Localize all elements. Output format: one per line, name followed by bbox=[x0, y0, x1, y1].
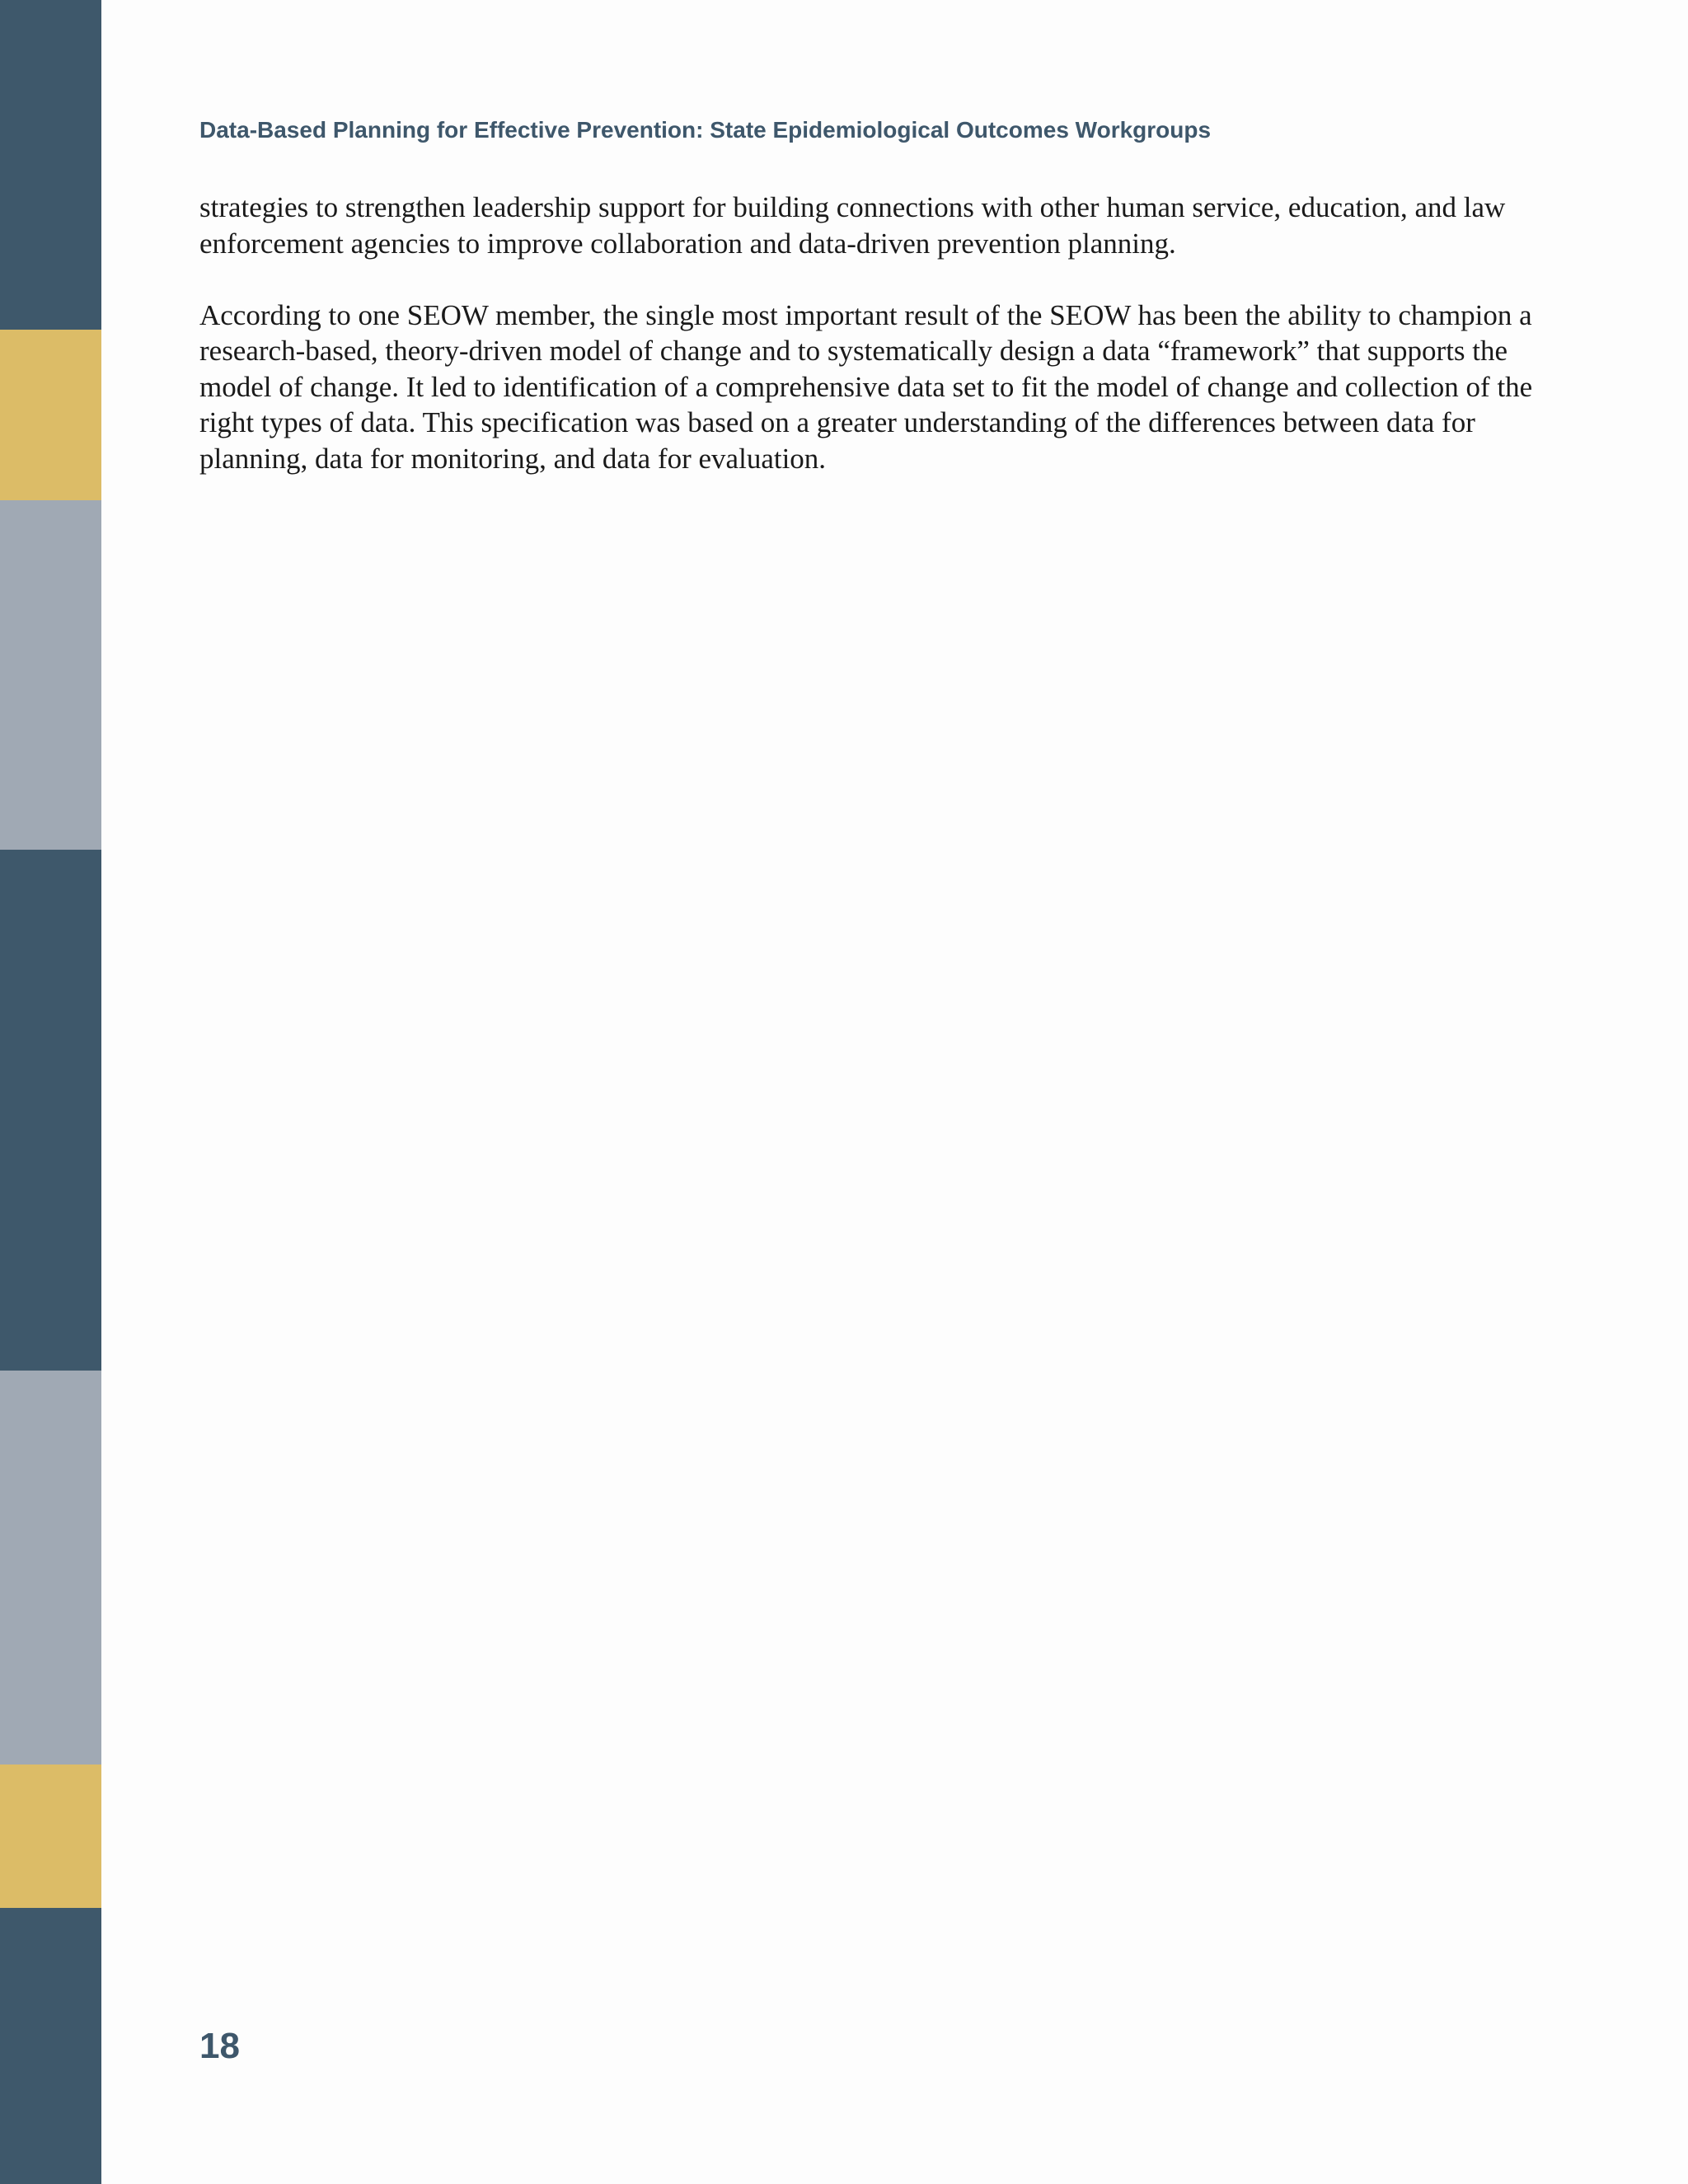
running-header: Data-Based Planning for Effective Prevention: State Epidemiological Outcomes Workgroups bbox=[199, 117, 1212, 143]
side-band-dark-top bbox=[0, 0, 101, 330]
body-text bbox=[199, 190, 1535, 513]
side-band-gray-lower bbox=[0, 1371, 101, 1765]
side-band-gold-top bbox=[0, 330, 101, 500]
page-number: 18 bbox=[199, 2026, 240, 2066]
side-band-gray-upper bbox=[0, 500, 101, 850]
decorative-side-bar bbox=[0, 0, 101, 2184]
side-band-gold-bottom bbox=[0, 1765, 101, 1908]
paragraph: strategies to strengthen leadership support for building connections with other human service, education, and law enforcement agencies to improve collaboration and data-driven prevention planning. bbox=[199, 191, 1506, 260]
side-band-dark-bottom bbox=[0, 1908, 101, 2184]
paragraph: According to one SEOW member, the single most important result of the SEOW has been the ability to champion a research-based, theory-driven model of change and to systematically design a data “framework” that supports the model of change. It led to identification of a comprehensive data set to fit the model of change and collection of the right types of data. This specification was based on a greater understanding of the differences between data for planning, data for monitoring, and data for evaluation. bbox=[199, 298, 1533, 475]
side-band-dark-middle bbox=[0, 850, 101, 1371]
